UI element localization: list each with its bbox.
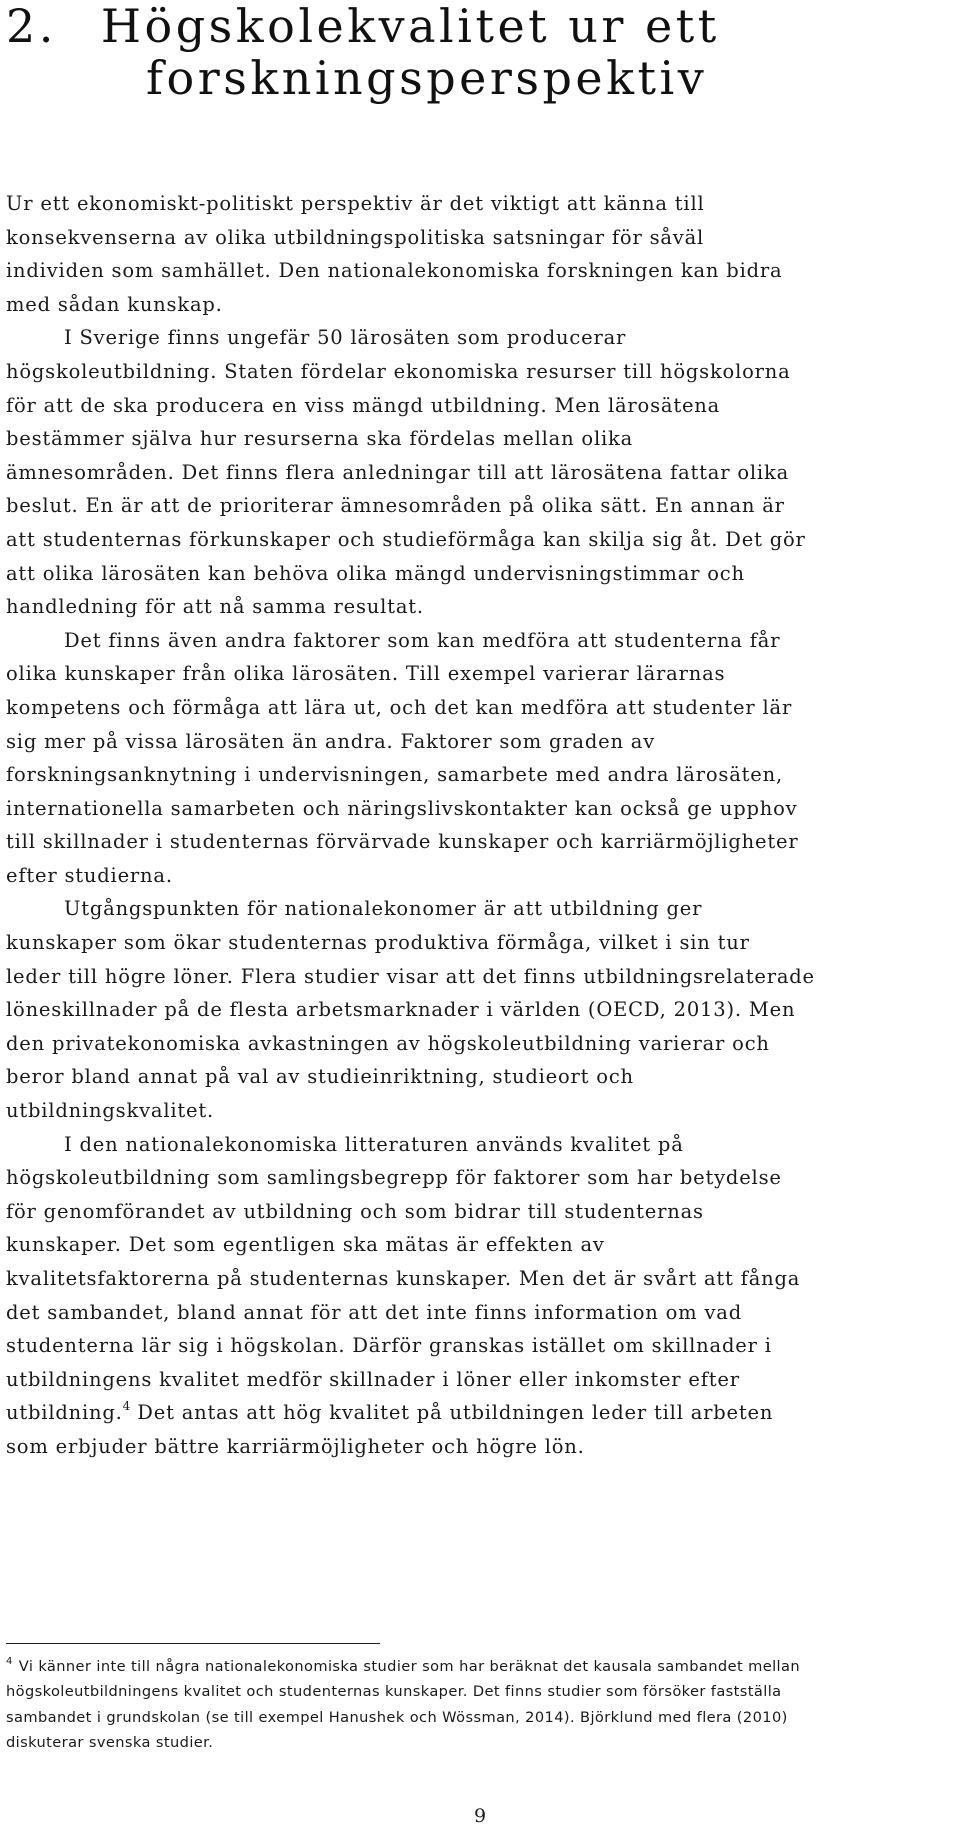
page-number: 9 bbox=[473, 1805, 487, 1827]
text-line: efter studierna. bbox=[6, 863, 173, 887]
chapter-heading-line-1 bbox=[6, 0, 946, 52]
text-line: utbildningens kvalitet medför skillnader i löner eller inkomster efter bbox=[6, 1367, 740, 1391]
paragraph-5 bbox=[6, 1128, 936, 1464]
text-line: med sådan kunskap. bbox=[6, 292, 223, 316]
text-line: den privatekonomiska avkastningen av högskoleutbildning varierar och bbox=[6, 1031, 770, 1055]
footnote bbox=[6, 1654, 951, 1756]
text-line: ämnesområden. Det finns flera anledningar till att lärosätena fattar olika bbox=[6, 460, 790, 484]
text-line: för genomförandet av utbildning och som bidrar till studenternas bbox=[6, 1199, 704, 1223]
text-line-with-footnote-ref bbox=[6, 1396, 936, 1430]
text-line: sig mer på vissa lärosäten än andra. Faktorer som graden av bbox=[6, 729, 656, 753]
chapter-number: 2. bbox=[6, 0, 57, 53]
text-line: det sambandet, bland annat för att det inte finns information om vad bbox=[6, 1300, 742, 1324]
paragraph-2 bbox=[6, 321, 936, 623]
footnote-line bbox=[6, 1654, 951, 1679]
footnote-reference[interactable]: 4 bbox=[122, 1399, 131, 1414]
chapter-title-line-1: Högskolekvalitet ur ett bbox=[100, 0, 720, 53]
paragraph-3 bbox=[6, 624, 936, 893]
text-line: att olika lärosäten kan behöva olika mängd undervisningstimmar och bbox=[6, 561, 745, 585]
text-line: kompetens och förmåga att lära ut, och det kan medföra att studenter lär bbox=[6, 695, 793, 719]
text-line: Det finns även andra faktorer som kan medföra att studenterna får bbox=[64, 628, 781, 652]
text-line: högskoleutbildning. Staten fördelar ekonomiska resurser till högskolorna bbox=[6, 359, 791, 383]
text-line: att studenternas förkunskaper och studieförmåga kan skilja sig åt. Det gör bbox=[6, 527, 806, 551]
text-line: kvalitetsfaktorerna på studenternas kunskaper. Men det är svårt att fånga bbox=[6, 1267, 801, 1290]
text-line: olika kunskaper från olika lärosäten. Till exempel varierar lärarnas bbox=[6, 662, 726, 686]
text-fragment: Det antas att hög kvalitet på utbildningen leder till arbeten bbox=[130, 1401, 774, 1425]
text-line: löneskillnader på de flesta arbetsmarknader i världen (OECD, 2013). Men bbox=[6, 998, 796, 1022]
text-line: beror bland annat på val av studieinriktning, studieort och bbox=[6, 1065, 634, 1089]
text-line: utbildningskvalitet. bbox=[6, 1099, 215, 1123]
chapter-title-line-2: forskningsperspektiv bbox=[146, 51, 708, 105]
footnote-text: Vi känner inte till några nationalekonomiska studier som har beräknat det kausala sambandet mellan bbox=[18, 1658, 801, 1675]
chapter-heading bbox=[6, 0, 946, 104]
body-text bbox=[6, 187, 936, 1464]
text-line: internationella samarbeten och näringslivskontakter kan också ge upphov bbox=[6, 796, 798, 820]
text-line: Ur ett ekonomiskt-politiskt perspektiv är det viktigt att känna till bbox=[6, 192, 705, 215]
paragraph-1 bbox=[6, 187, 936, 321]
text-line: studenterna lär sig i högskolan. Därför granskas istället om skillnader i bbox=[6, 1334, 772, 1358]
text-fragment: utbildning. bbox=[6, 1401, 123, 1425]
text-line: för att de ska producera en viss mängd utbildning. Men lärosätena bbox=[6, 393, 721, 417]
text-line: kunskaper. Det som egentligen ska mätas är effekten av bbox=[6, 1233, 605, 1257]
footnote-separator bbox=[6, 1643, 380, 1644]
text-line: högskoleutbildning som samlingsbegrepp för faktorer som har betydelse bbox=[6, 1166, 782, 1190]
footnote-line: sambandet i grundskolan (se till exempel Hanushek och Wössman, 2014). Björklund med flera (2010) bbox=[6, 1708, 788, 1726]
text-line: beslut. En är att de prioriterar ämnesområden på olika sätt. En annan är bbox=[6, 494, 785, 518]
footnote-line: högskoleutbildningens kvalitet och studenternas kunskaper. Det finns studier som försöker fastställa bbox=[6, 1683, 782, 1701]
text-line: Utgångspunkten för nationalekonomer är att utbildning ger bbox=[64, 897, 703, 921]
text-line: I Sverige finns ungefär 50 lärosäten som producerar bbox=[64, 326, 627, 350]
footnote-line: diskuterar svenska studier. bbox=[6, 1734, 214, 1752]
text-line: till skillnader i studenternas förvärvade kunskaper och karriärmöjligheter bbox=[6, 830, 799, 854]
text-line: I den nationalekonomiska litteraturen används kvalitet på bbox=[64, 1132, 684, 1156]
text-line: forskningsanknytning i undervisningen, samarbete med andra lärosäten, bbox=[6, 763, 783, 787]
footnote-number: 4 bbox=[6, 1656, 13, 1667]
text-line: leder till högre löner. Flera studier visar att det finns utbildningsrelaterade bbox=[6, 964, 815, 988]
text-line: bestämmer själva hur resurserna ska fördelas mellan olika bbox=[6, 427, 634, 451]
text-line: individen som samhället. Den nationalekonomiska forskningen kan bidra bbox=[6, 259, 783, 283]
paragraph-4 bbox=[6, 892, 936, 1127]
text-line: konsekvenserna av olika utbildningspolitiska satsningar för såväl bbox=[6, 225, 705, 249]
text-line: kunskaper som ökar studenternas produktiva förmåga, vilket i sin tur bbox=[6, 931, 750, 955]
text-line: som erbjuder bättre karriärmöjligheter och högre lön. bbox=[6, 1434, 585, 1458]
text-line: handledning för att nå samma resultat. bbox=[6, 595, 424, 619]
